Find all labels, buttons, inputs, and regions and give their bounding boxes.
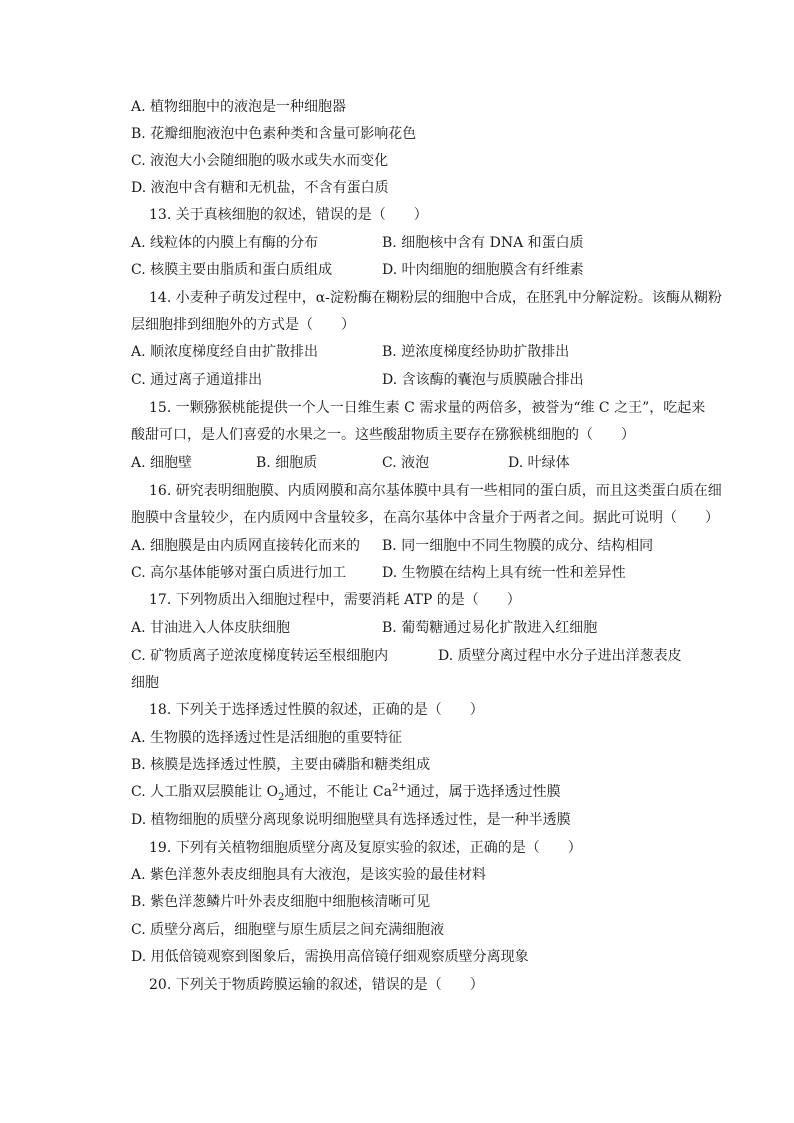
q14-option-d: D. 含该酶的囊泡与质膜融合排出 bbox=[382, 372, 584, 388]
q17-option-d-wrap: 细胞 bbox=[131, 675, 159, 691]
q15-option-d: D. 叶绿体 bbox=[508, 455, 570, 471]
q16-option-b: B. 同一细胞中不同生物膜的成分、结构相同 bbox=[382, 538, 654, 554]
q18-stem: 18. 下列关于选择透过性膜的叙述，正确的是（ ） bbox=[149, 702, 484, 718]
q18-option-a: A. 生物膜的选择透过性是活细胞的重要特征 bbox=[131, 730, 403, 746]
q16-option-a: A. 细胞膜是由内质网直接转化而来的 bbox=[131, 538, 361, 554]
q18-option-c-pre: C. 人工脂双层膜能让 O bbox=[131, 784, 279, 800]
q12-option-a: A. 植物细胞中的液泡是一种细胞器 bbox=[131, 99, 347, 115]
q13-stem: 13. 关于真核细胞的叙述，错误的是（ ） bbox=[149, 207, 428, 223]
q17-option-c: C. 矿物质离子逆浓度梯度转运至根细胞内 bbox=[131, 648, 389, 664]
q16-option-d: D. 生物膜在结构上具有统一性和差异性 bbox=[382, 565, 626, 581]
q15-option-c: C. 液泡 bbox=[382, 455, 430, 471]
q14-option-b: B. 逆浓度梯度经协助扩散排出 bbox=[382, 344, 570, 360]
q17-option-d: D. 质壁分离过程中水分子进出洋葱表皮 bbox=[438, 648, 682, 664]
q16-option-c: C. 高尔基体能够对蛋白质进行加工 bbox=[131, 565, 347, 581]
q17-option-a: A. 甘油进入人体皮肤细胞 bbox=[131, 620, 291, 636]
q20-stem: 20. 下列关于物质跨膜运输的叙述，错误的是（ ） bbox=[149, 977, 484, 993]
q16-stem-line2: 胞膜中含量较少，在内质网中含量较多，在高尔基体中含量介于两者之间。据此可说明（ ） bbox=[131, 510, 719, 526]
q12-option-c: C. 液泡大小会随细胞的吸水或失水而变化 bbox=[131, 153, 389, 169]
q15-stem-line2: 酸甜可口，是人们喜爱的水果之一。这些酸甜物质主要存在猕猴桃细胞的（ ） bbox=[131, 427, 635, 443]
q18-option-d: D. 植物细胞的质壁分离现象说明细胞壁具有选择透过性，是一种半透膜 bbox=[131, 812, 571, 828]
q16-stem-line1: 16. 研究表明细胞膜、内质网膜和高尔基体膜中具有一些相同的蛋白质，而且这类蛋白质在细 bbox=[149, 483, 722, 499]
q14-stem-line2: 层细胞排到细胞外的方式是（ ） bbox=[131, 317, 355, 333]
q15-option-a: A. 细胞壁 bbox=[131, 455, 193, 471]
q14-option-c: C. 通过离子通道排出 bbox=[131, 372, 263, 388]
q19-option-b: B. 紫色洋葱鳞片叶外表皮细胞中细胞核清晰可见 bbox=[131, 894, 431, 910]
q13-option-c: C. 核膜主要由脂质和蛋白质组成 bbox=[131, 262, 333, 278]
q14-stem-line1: 14. 小麦种子萌发过程中，α-淀粉酶在糊粉层的细胞中合成，在胚乳中分解淀粉。该酶从糊粉 bbox=[149, 290, 722, 306]
q12-option-b: B. 花瓣细胞液泡中色素种类和含量可影响花色 bbox=[131, 126, 417, 142]
q18-option-b: B. 核膜是选择透过性膜，主要由磷脂和糖类组成 bbox=[131, 757, 431, 773]
q12-option-d: D. 液泡中含有糖和无机盐，不含有蛋白质 bbox=[131, 180, 389, 196]
q15-stem-line1: 15. 一颗猕猴桃能提供一个人一日维生素 C 需求量的两倍多，被誉为“维 C 之王”，吃起来 bbox=[149, 400, 706, 416]
q19-option-c: C. 质壁分离后，细胞壁与原生质层之间充满细胞液 bbox=[131, 922, 445, 938]
q18-o2-subscript: 2 bbox=[278, 791, 285, 803]
q17-stem: 17. 下列物质出入细胞过程中，需要消耗 ATP 的是（ ） bbox=[149, 592, 521, 608]
q19-stem: 19. 下列有关植物细胞质壁分离及复原实验的叙述，正确的是（ ） bbox=[149, 840, 582, 856]
q19-option-d: D. 用低倍镜观察到图象后，需换用高倍镜仔细观察质壁分离现象 bbox=[131, 949, 529, 965]
q18-option-c-post: 通过，属于选择透过性膜 bbox=[406, 784, 561, 800]
q14-option-a: A. 顺浓度梯度经自由扩散排出 bbox=[131, 344, 319, 360]
q15-option-b: B. 细胞质 bbox=[256, 455, 318, 471]
q18-ca-superscript: 2+ bbox=[391, 782, 407, 794]
q18-option-c-mid: 通过，不能让 Ca bbox=[284, 784, 392, 800]
q17-option-b: B. 葡萄糖通过易化扩散进入红细胞 bbox=[382, 620, 598, 636]
q13-option-b: B. 细胞核中含有 DNA 和蛋白质 bbox=[382, 235, 584, 251]
q13-option-a: A. 线粒体的内膜上有酶的分布 bbox=[131, 235, 319, 251]
q18-option-c bbox=[131, 782, 561, 802]
q19-option-a: A. 紫色洋葱外表皮细胞具有大液泡，是该实验的最佳材料 bbox=[131, 867, 487, 883]
q13-option-d: D. 叶肉细胞的细胞膜含有纤维素 bbox=[382, 262, 584, 278]
